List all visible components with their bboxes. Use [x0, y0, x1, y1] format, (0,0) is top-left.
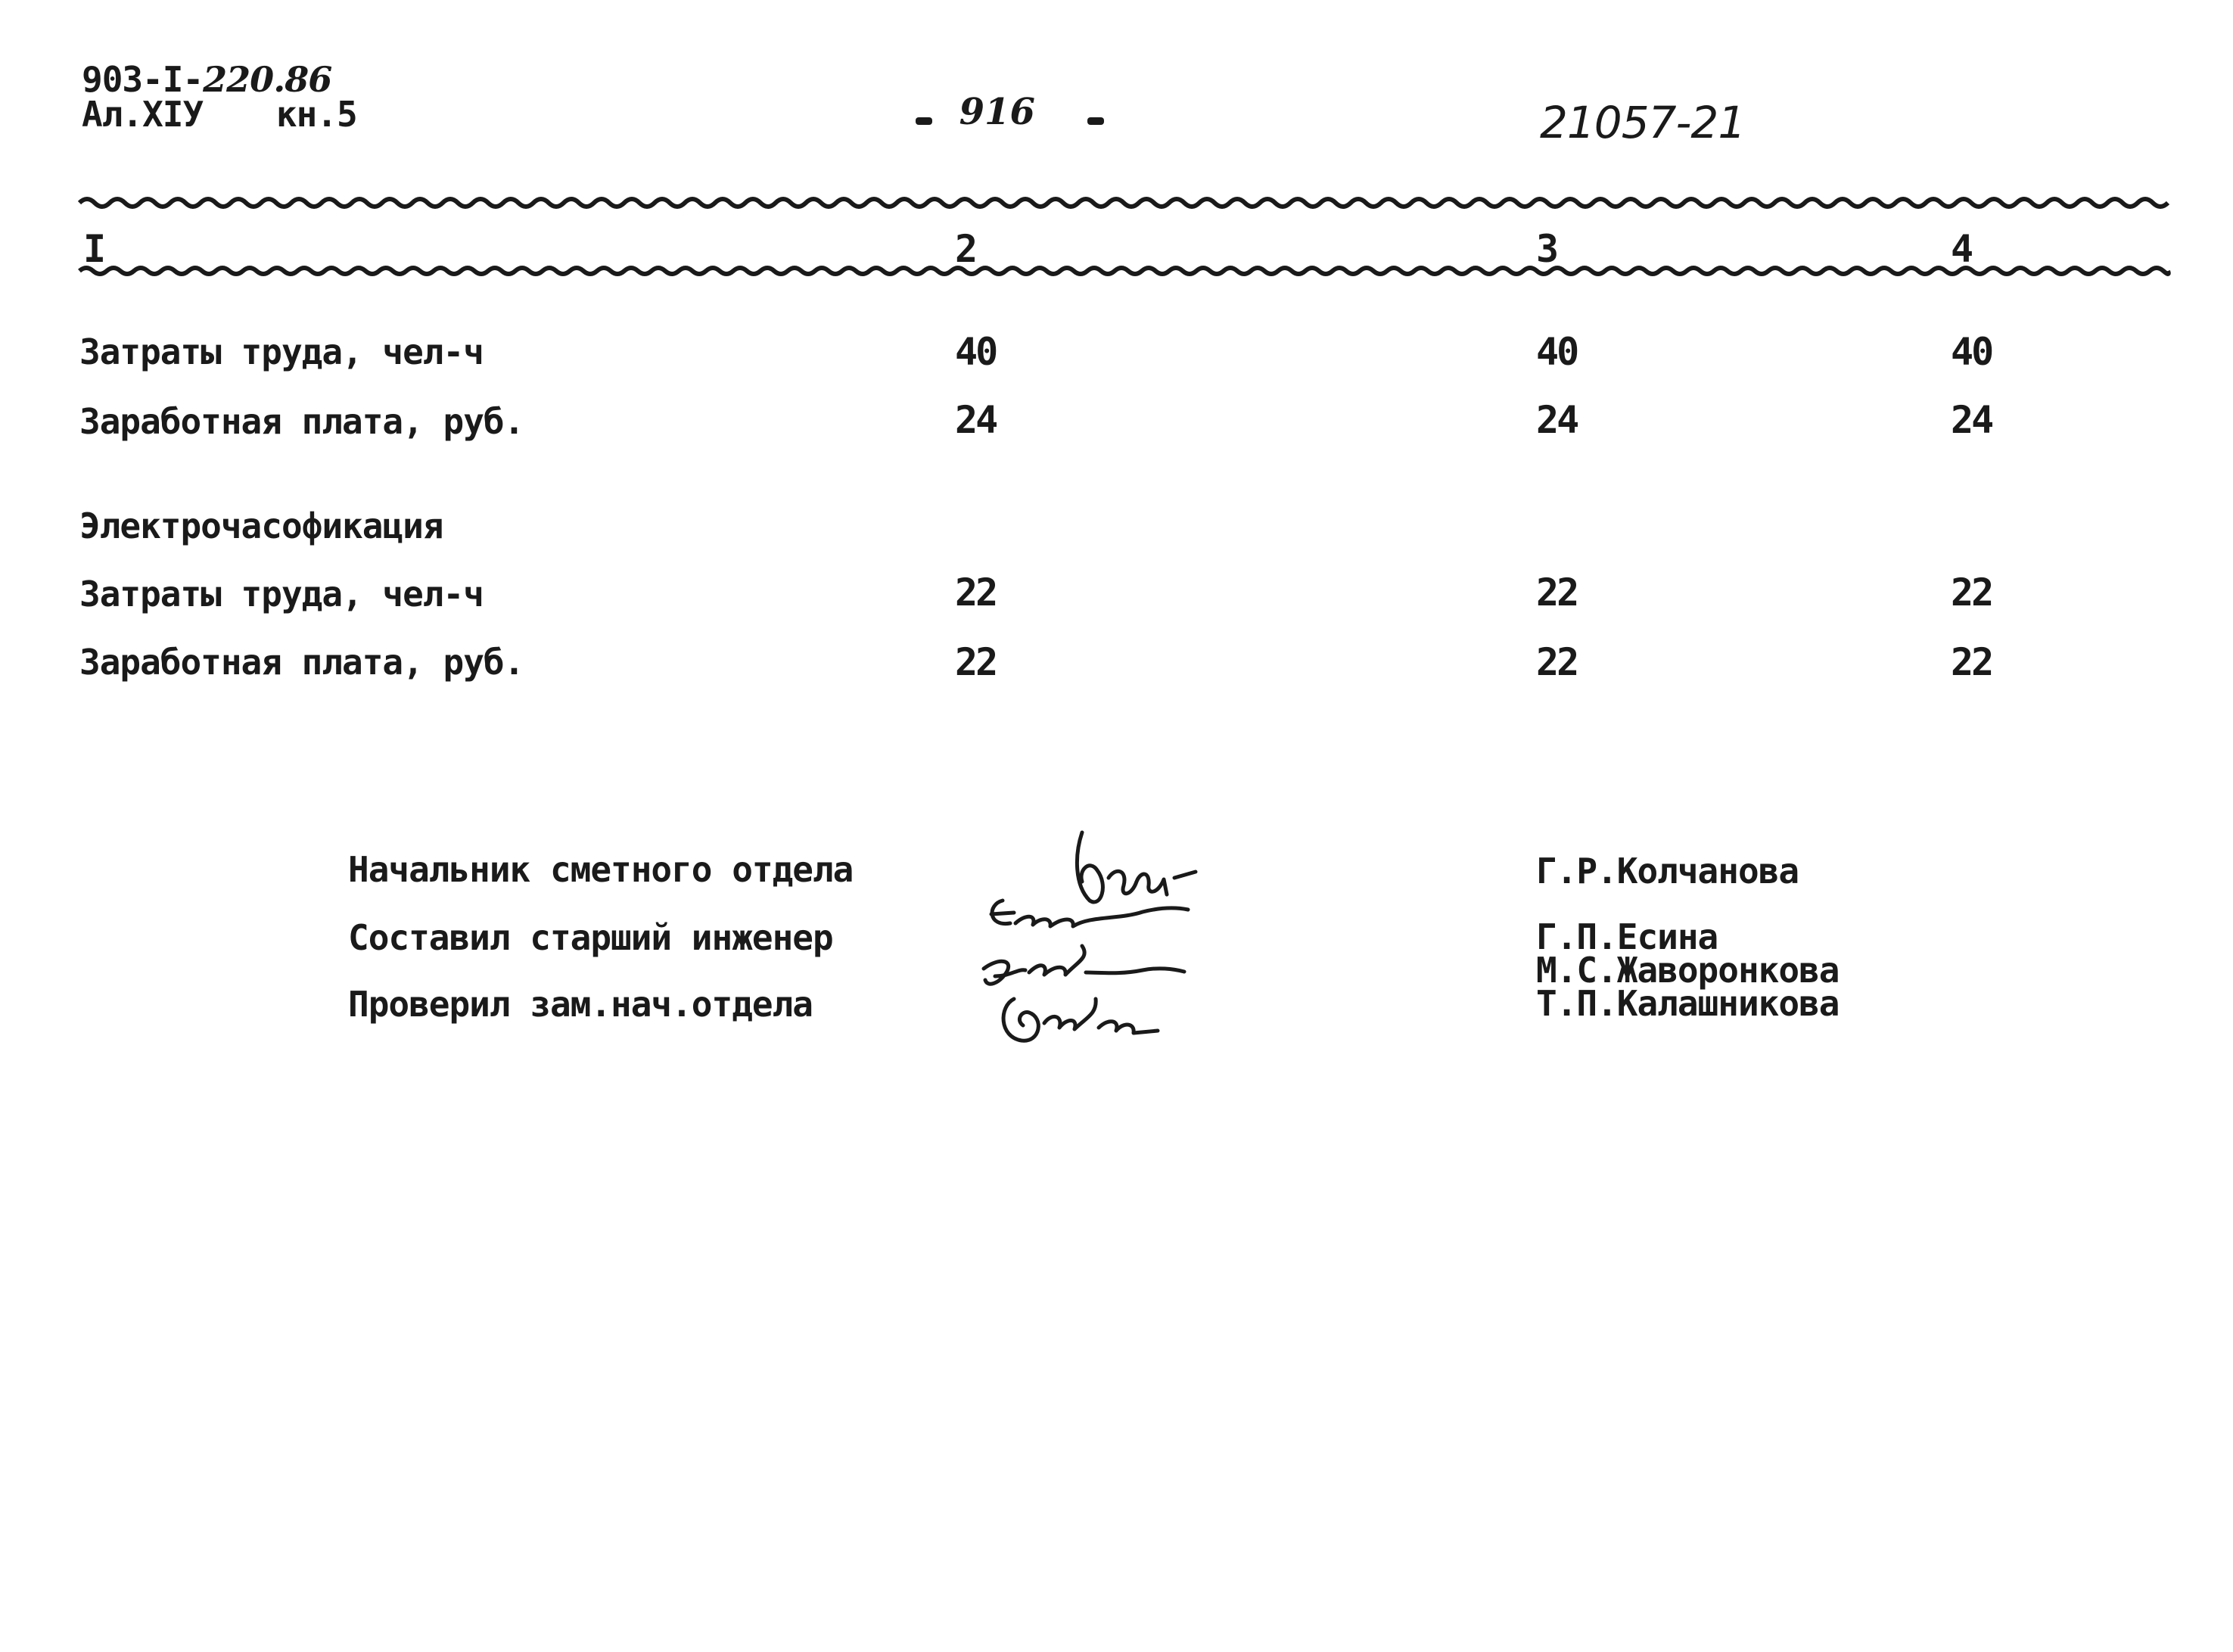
signature-role: Начальник сметного отдела [348, 849, 854, 890]
signature-stroke [1015, 908, 1188, 926]
signature-stroke [1029, 946, 1184, 975]
column-header-4: 4 [1951, 227, 1972, 271]
signature-role: Проверил зам.нач.отдела [348, 984, 813, 1025]
signature-stroke [1174, 872, 1196, 878]
row-value: 40 [955, 330, 997, 374]
signature-stroke [1003, 999, 1038, 1041]
row-value: 24 [1951, 398, 1992, 442]
row-label: Заработная плата, руб. [79, 642, 524, 683]
row-value: 24 [955, 398, 997, 442]
signature-name: Г.П.Есина [1536, 916, 1718, 957]
row-value: 40 [1951, 330, 1992, 374]
row-value: 22 [1951, 571, 1992, 614]
signature-name: Т.П.Калашникова [1536, 983, 1840, 1024]
header-rule [79, 257, 2168, 283]
row-value: 22 [955, 640, 997, 684]
section-title: Электрочасофикация [79, 506, 443, 546]
row-label: Затраты труда, чел-ч [79, 331, 484, 372]
row-value: 22 [1951, 640, 1992, 684]
row-value: 22 [1536, 640, 1578, 684]
signature-stroke [1109, 871, 1167, 894]
handwritten-signatures [969, 825, 1286, 1075]
row-value: 24 [1536, 398, 1578, 442]
signature-stroke [984, 961, 1025, 984]
signature-name: М.С.Жаворонкова [1536, 950, 1840, 991]
book-number: кн.5 [275, 94, 357, 135]
signature-name: Г.Р.Колчанова [1536, 851, 1799, 891]
dash-right [1087, 117, 1104, 125]
page-number: 916 [959, 91, 1035, 133]
row-value: 40 [1536, 330, 1578, 374]
row-value: 22 [1536, 571, 1578, 614]
top-rule [79, 189, 2168, 215]
signature-stroke [1044, 999, 1158, 1033]
signature-role: Составил старший инженер [348, 917, 833, 958]
document-code-typed: 903-I- [82, 59, 204, 100]
column-header-3: 3 [1536, 227, 1557, 271]
column-header-1: I [83, 227, 104, 271]
column-header-2: 2 [955, 227, 976, 271]
document-code-handwritten: 220.86 [203, 59, 332, 100]
signature-stroke [1077, 832, 1103, 902]
page-number-block [916, 91, 1104, 133]
document-number: 21057-21 [1540, 97, 1746, 148]
row-label: Затраты труда, чел-ч [79, 574, 484, 614]
row-value: 22 [955, 571, 997, 614]
row-label: Заработная плата, руб. [79, 401, 524, 442]
dash-left [916, 117, 932, 125]
album-number: Ал.XIУ [82, 94, 204, 135]
album-reference [82, 94, 357, 135]
signature-stroke [991, 901, 1014, 924]
